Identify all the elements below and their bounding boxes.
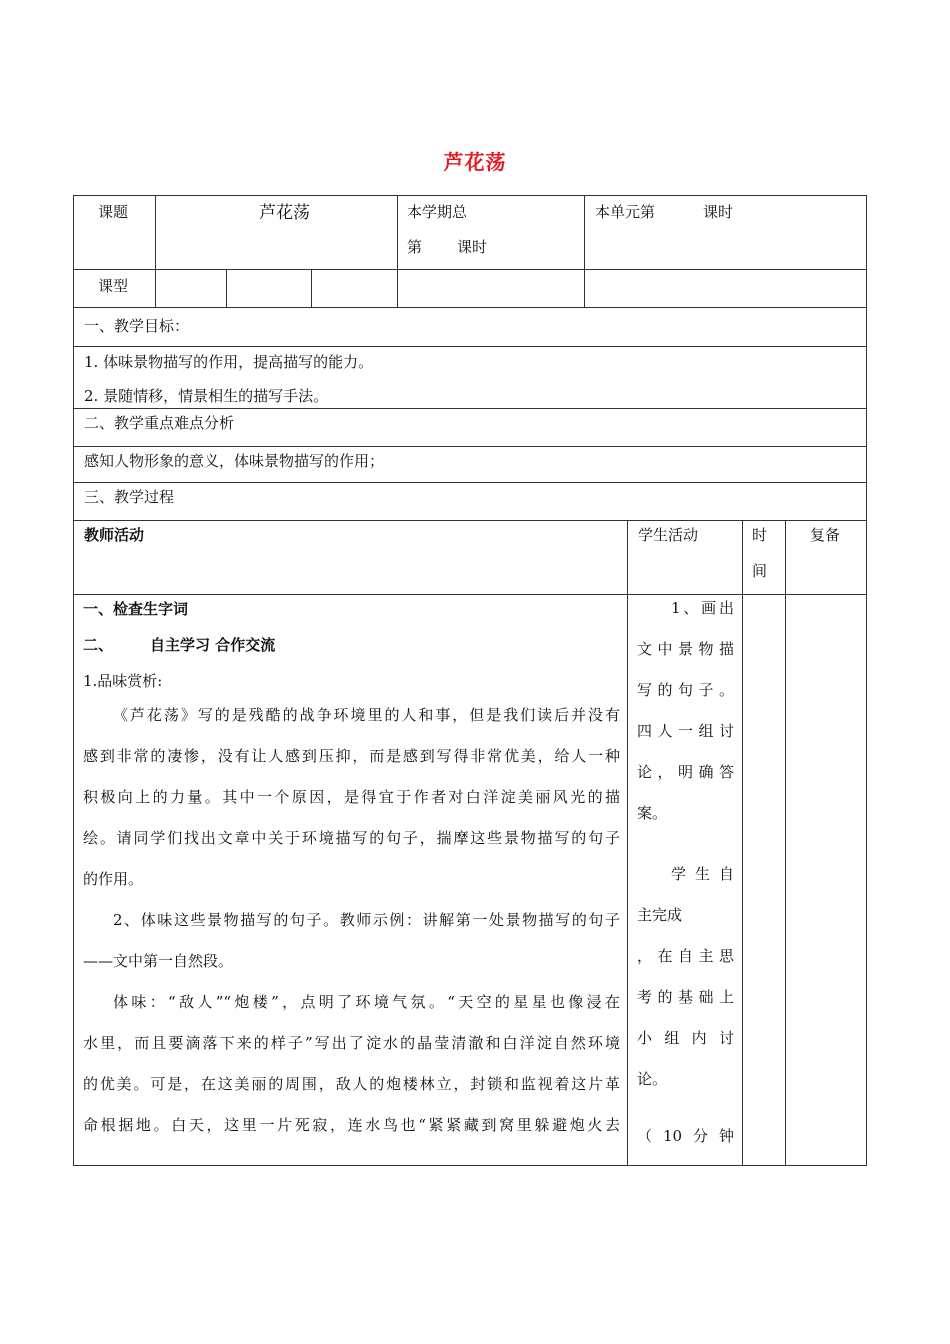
goals-heading: 一、教学目标： (84, 317, 190, 335)
col-student-header: 学生活动 (638, 526, 699, 544)
student-line: 文中景物描 (637, 640, 734, 658)
term-total-ordinal: 第 (407, 238, 423, 256)
goals-heading-cell (73, 307, 867, 347)
process-heading: 三、教学过程 (84, 488, 175, 506)
term-total-unit: 课时 (457, 238, 488, 256)
section-check-words: 一、检查生字词 (83, 600, 189, 618)
paragraph-line: 命根据地。白天，这里一片死寂，连水鸟也“紧紧藏到窝里躲避炮火去 (83, 1116, 620, 1134)
unit-lesson-ordinal: 本单元第 (595, 203, 656, 221)
type-cell-3 (311, 269, 398, 308)
col-teacher-cell (73, 520, 628, 595)
topic-value: 芦花荡 (259, 203, 310, 223)
student-line: 小组内讨 (637, 1029, 734, 1047)
paragraph-line: 2、体味这些景物描写的句子。教师示例：讲解第一处景物描写的句子 (113, 911, 620, 929)
type-cell-4 (397, 269, 585, 308)
focus-heading: 二、教学重点难点分析 (84, 414, 235, 432)
focus-content: 感知人物形象的意义，体味景物描写的作用； (84, 452, 385, 470)
student-line: （10分钟 (637, 1127, 734, 1145)
topic-value-cell (155, 195, 398, 270)
time-cell (742, 594, 786, 1166)
student-line: 主完成 (637, 906, 683, 924)
section-self-study-number: 二、 (83, 636, 114, 654)
student-task-2 (637, 854, 734, 1100)
document-title: 芦花荡 (443, 150, 507, 174)
section-self-study-title: 自主学习 合作交流 (150, 636, 276, 654)
paragraph-intro (83, 695, 620, 900)
paragraph-line: 绘。请同学们找出文章中关于环境描写的句子，揣摩这些景物描写的句子 (83, 829, 620, 847)
subsection-appreciation: 1.品味赏析: (83, 672, 163, 690)
student-line: ，在自主思 (637, 947, 734, 965)
paragraph-line: 的优美。可是，在这美丽的周围，敌人的炮楼林立，封锁和监视着这片革 (83, 1075, 620, 1093)
student-line: 四人一组讨 (637, 722, 734, 740)
col-prep-cell (785, 520, 867, 595)
student-line: 1、画出 (671, 599, 734, 617)
paragraph-line: 《芦花荡》写的是残酷的战争环境里的人和事，但是我们读后并没有 (113, 706, 620, 724)
student-line: 案。 (637, 804, 668, 822)
type-cell-5 (584, 269, 867, 308)
paragraph-line: 体味：“敌人”“炮楼”，点明了环境气氛。“天空的星星也像浸在 (113, 993, 620, 1011)
student-line: 论，明确答 (637, 763, 734, 781)
student-task-1 (637, 588, 734, 834)
student-line: 考的基础上 (637, 988, 734, 1006)
focus-content-cell (73, 446, 867, 483)
topic-label: 课题 (98, 203, 129, 221)
goal-item-1: 1. 体味景物描写的作用，提高描写的能力。 (84, 353, 374, 371)
paragraph-line: ——文中第一自然段。 (83, 952, 234, 970)
unit-lesson-cell (584, 195, 867, 270)
goals-list-cell (73, 346, 867, 409)
col-time-cell (742, 520, 786, 595)
type-label: 课型 (98, 277, 129, 295)
student-line: 学生自 (671, 865, 734, 883)
prep-cell (785, 594, 867, 1166)
type-label-cell (73, 269, 156, 308)
col-teacher-header: 教师活动 (84, 526, 145, 544)
student-line: 写的句子。 (637, 681, 734, 699)
paragraph-line: 感到非常的凄惨，没有让人感到压抑，而是感到写得非常优美，给人一种 (83, 747, 620, 765)
paragraph-analysis (83, 982, 620, 1146)
term-total-cell (397, 195, 585, 270)
paragraph-example (83, 900, 620, 982)
topic-label-cell (73, 195, 156, 270)
paragraph-line: 的作用。 (83, 870, 144, 888)
paragraph-line: 积极向上的力量。其中一个原因，是得宜于作者对白洋淀美丽风光的描 (83, 788, 620, 806)
col-student-cell (627, 520, 743, 595)
type-cell-1 (155, 269, 227, 308)
col-time-header-1: 时 (752, 526, 768, 544)
student-task-time (637, 1116, 734, 1157)
col-prep-header: 复备 (810, 526, 841, 544)
process-heading-cell (73, 482, 867, 521)
paragraph-line: 水里，而且要滴落下来的样子”写出了淀水的晶莹清澈和白洋淀自然环境 (83, 1034, 620, 1052)
goal-item-2: 2. 景随情移，情景相生的描写手法。 (84, 387, 329, 405)
term-total-line1: 本学期总 (407, 203, 468, 221)
unit-lesson-unit: 课时 (703, 203, 734, 221)
student-line: 论。 (637, 1070, 668, 1088)
col-time-header-2: 间 (752, 562, 768, 580)
focus-heading-cell (73, 408, 867, 447)
type-cell-2 (226, 269, 312, 308)
